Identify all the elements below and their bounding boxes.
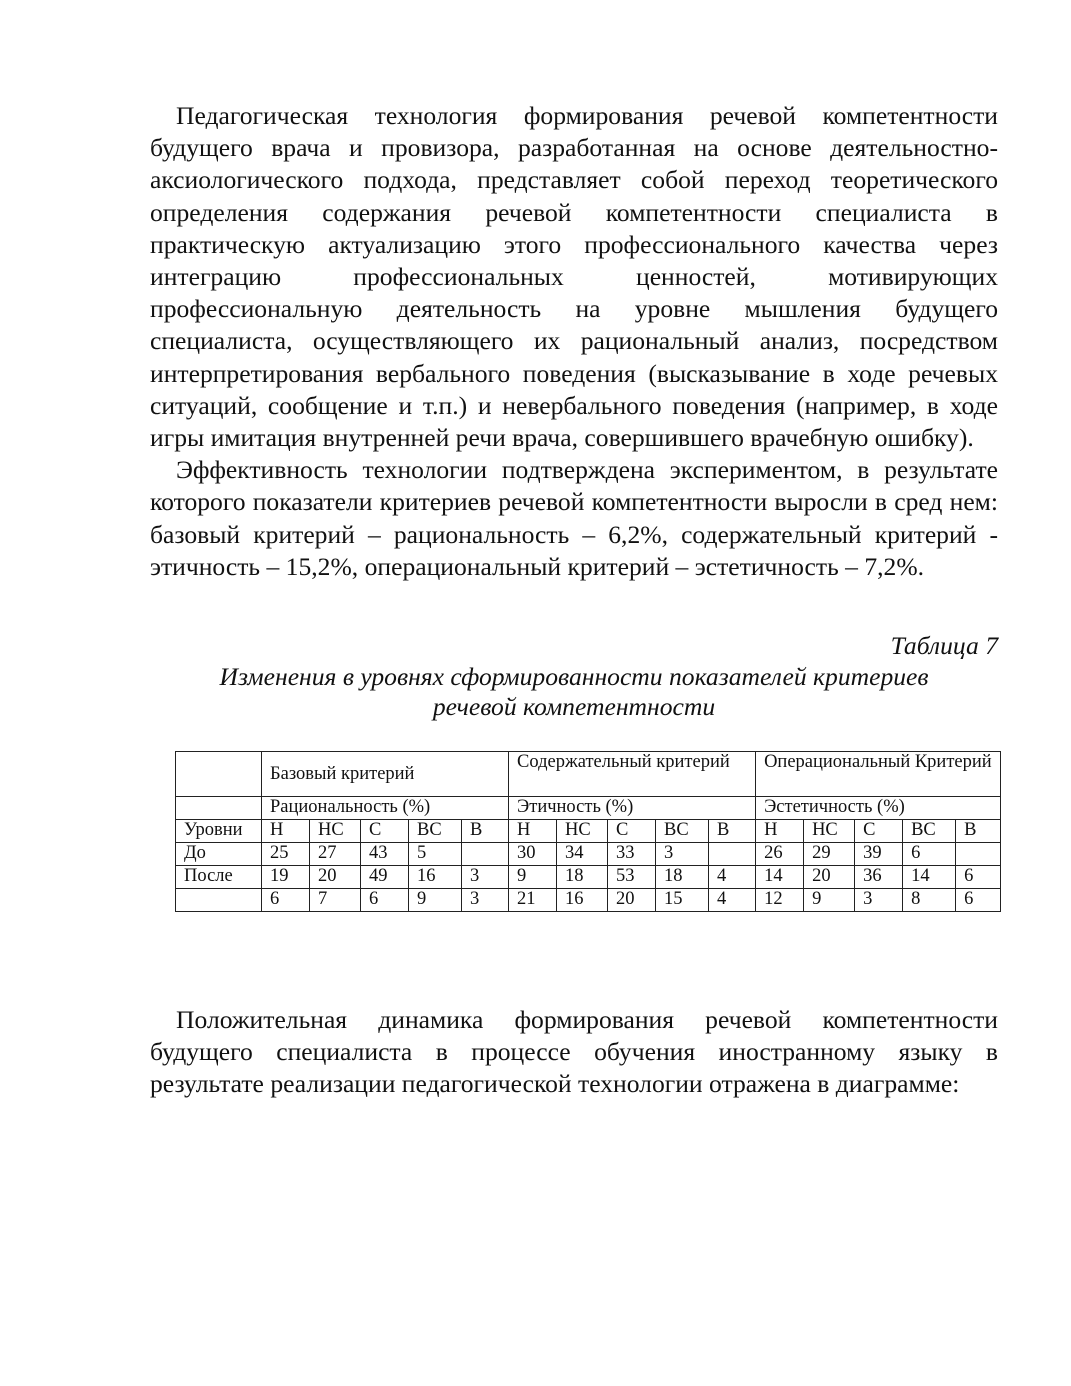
level-cell: НС [804, 820, 855, 843]
value-cell: 20 [310, 866, 361, 889]
paragraph-effectiveness: Эффективность технологии подтверждена экспериментом, в результате которого показатели критериев речевой компетентности выросли в сред нем: базовый критерий – рациональность – 6,2%, содержательный критерий - этичность – 15,2%, операциональный критерий – эстетичность – 7,2%. [150, 455, 998, 581]
value-cell [709, 843, 756, 866]
value-cell: 34 [557, 843, 608, 866]
indicator-header-aesthetics: Эстетичность (%) [756, 797, 1001, 820]
criterion-header-basic: Базовый критерий [262, 752, 509, 797]
row-label: До [176, 843, 262, 866]
level-cell: С [361, 820, 409, 843]
row-label [176, 889, 262, 912]
value-cell: 3 [656, 843, 709, 866]
level-cell: Н [262, 820, 310, 843]
document-page [150, 100, 998, 1101]
value-cell: 16 [409, 866, 462, 889]
value-cell: 3 [462, 889, 509, 912]
value-cell: 8 [903, 889, 956, 912]
value-cell: 53 [608, 866, 656, 889]
levels-label: Уровни [176, 820, 262, 843]
level-cell: В [709, 820, 756, 843]
value-cell: 4 [709, 889, 756, 912]
value-cell: 9 [409, 889, 462, 912]
value-cell: 20 [804, 866, 855, 889]
level-cell: НС [310, 820, 361, 843]
table-levels-row [176, 820, 1001, 843]
value-cell: 9 [509, 866, 557, 889]
paragraph-dynamics: Положительная динамика формирования речевой компетентности будущего специалиста в процессе обучения иностранному языку в результате реализации педагогической технологии отражена в диаграмме: [150, 1005, 998, 1099]
table-header-indicator-row [176, 797, 1001, 820]
value-cell: 7 [310, 889, 361, 912]
value-cell: 6 [956, 866, 1001, 889]
value-cell: 27 [310, 843, 361, 866]
value-cell: 26 [756, 843, 804, 866]
value-cell: 5 [409, 843, 462, 866]
paragraph-technology: Педагогическая технология формирования речевой компетентности будущего врача и провизора, разработанная на основе деятельностно-аксиологического подхода, представляет собой переход теоретического определения содержания речевой компетентности специалиста в практическую актуализацию этого профессионального качества через интеграцию профессиональных ценностей, мотивирующих профессиональную деятельность на уровне мышления будущего специалиста, осуществляющего их рациональный анализ, посредством интерпретирования вербального поведения (высказывание в ходе речевых ситуаций, сообщение и т.п.) и невербального поведения (например, в ходе игры имитация внутренней речи врача, совершившего врачебную ошибку). [150, 101, 998, 453]
level-cell: ВС [409, 820, 462, 843]
table-header-criteria-row [176, 752, 1001, 797]
value-cell: 30 [509, 843, 557, 866]
value-cell: 12 [756, 889, 804, 912]
table-corner-cell [176, 752, 262, 797]
level-cell: С [855, 820, 903, 843]
value-cell: 16 [557, 889, 608, 912]
value-cell: 36 [855, 866, 903, 889]
criterion-header-content: Содержательный критерий [509, 752, 756, 797]
value-cell: 39 [855, 843, 903, 866]
level-cell: В [956, 820, 1001, 843]
table-container [175, 751, 1000, 912]
value-cell [462, 843, 509, 866]
value-cell: 15 [656, 889, 709, 912]
value-cell: 3 [855, 889, 903, 912]
value-cell: 4 [709, 866, 756, 889]
indicator-header-rationality: Рациональность (%) [262, 797, 509, 820]
criterion-header-operational: Операциональный Критерий [756, 752, 1001, 797]
level-cell: ВС [656, 820, 709, 843]
value-cell: 25 [262, 843, 310, 866]
value-cell: 6 [262, 889, 310, 912]
value-cell: 43 [361, 843, 409, 866]
level-cell: В [462, 820, 509, 843]
value-cell: 49 [361, 866, 409, 889]
value-cell: 14 [903, 866, 956, 889]
table-title-line1: Изменения в уровнях сформированности показателей критериев [219, 662, 929, 692]
value-cell: 9 [804, 889, 855, 912]
indicator-header-ethics: Этичность (%) [509, 797, 756, 820]
value-cell: 6 [956, 889, 1001, 912]
criteria-table [175, 751, 1001, 912]
level-cell: ВС [903, 820, 956, 843]
table-title-line2: речевой компетентности [432, 692, 716, 722]
value-cell: 29 [804, 843, 855, 866]
value-cell: 14 [756, 866, 804, 889]
level-cell: С [608, 820, 656, 843]
value-cell: 18 [557, 866, 608, 889]
level-cell: Н [756, 820, 804, 843]
value-cell: 19 [262, 866, 310, 889]
value-cell: 33 [608, 843, 656, 866]
table-empty-cell [176, 797, 262, 820]
value-cell: 21 [509, 889, 557, 912]
table-label: Таблица 7 [890, 631, 998, 661]
value-cell: 6 [903, 843, 956, 866]
value-cell: 18 [656, 866, 709, 889]
table-title [150, 662, 998, 722]
value-cell: 6 [361, 889, 409, 912]
value-cell: 20 [608, 889, 656, 912]
value-cell: 3 [462, 866, 509, 889]
table-row-difference [176, 889, 1001, 912]
level-cell: НС [557, 820, 608, 843]
row-label: После [176, 866, 262, 889]
level-cell: Н [509, 820, 557, 843]
table-row-before [176, 843, 1001, 866]
table-row-after [176, 866, 1001, 889]
value-cell [956, 843, 1001, 866]
